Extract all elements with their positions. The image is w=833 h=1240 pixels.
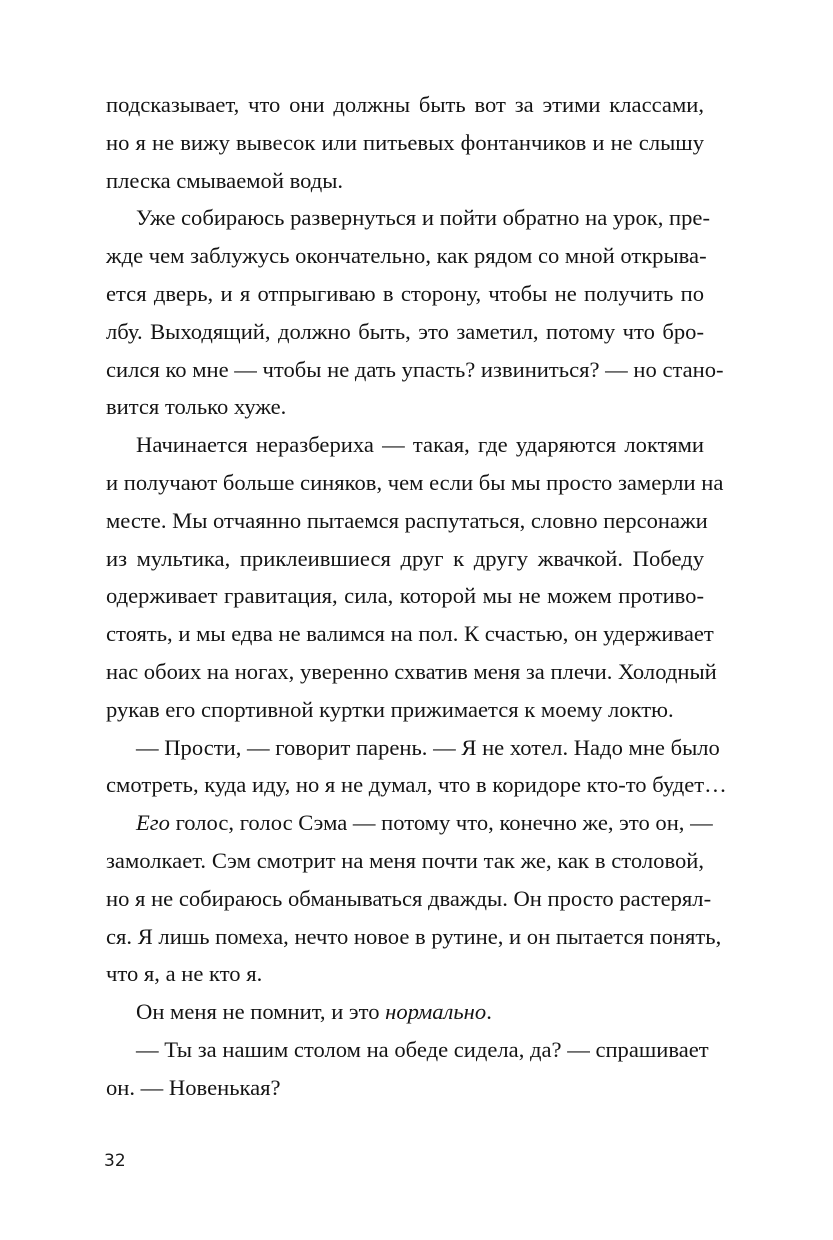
text-line: смотреть, куда иду, но я не думал, что в коридоре кто-то будет… [106, 772, 727, 798]
text-line: из мультика, приклеившиеся друг к другу жвачкой. Победу [106, 545, 704, 571]
text-line: вится только хуже. [106, 394, 287, 420]
body-text [106, 86, 727, 1107]
text-line: подсказывает, что они должны быть вот за этими классами, [106, 92, 704, 117]
text-run: . [486, 999, 492, 1025]
text-line: но я не собираюсь обманываться дважды. Он просто растерял- [106, 885, 712, 911]
page-number: 32 [104, 1151, 126, 1171]
text-line: — Ты за нашим столом на обеде сидела, да? — спрашивает [136, 1036, 709, 1062]
text-line: ся. Я лишь помеха, нечто новое в рутине, и он пытается понять, [106, 923, 722, 949]
text-line: рукав его спортивной куртки прижимается к моему локтю. [106, 696, 674, 722]
text-line: Начинается неразбериха — такая, где ударяются локтями [136, 432, 704, 458]
text-line: Уже собираюсь развернуться и пойти обратно на урок, пре- [136, 205, 710, 231]
text-line: жде чем заблужусь окончательно, как рядом со мной открыва- [106, 243, 707, 269]
text-line: одерживает гравитация, сила, которой мы не можем противо- [106, 583, 704, 609]
text-line: ется дверь, и я отпрыгиваю в сторону, чтобы не получить по [106, 280, 704, 306]
text-line: сился ко мне — чтобы не дать упасть? извиниться? — но стано- [106, 356, 724, 382]
text-line: он. — Новенькая? [106, 1074, 281, 1100]
italic-word: Его [136, 810, 170, 836]
text-line: и получают больше синяков, чем если бы мы просто замерли на [106, 469, 724, 495]
text-line: лбу. Выходящий, должно быть, это заметил, потому что бро- [106, 318, 704, 344]
text-run: Он меня не помнит, и это [136, 999, 386, 1025]
text-run: голос, голос Сэма — потому что, конечно же, это он, — [169, 810, 713, 836]
text-line [106, 993, 704, 1031]
text-line: но я не вижу вывесок или питьевых фонтанчиков и не слышу [106, 129, 704, 155]
italic-word: нормально [385, 999, 487, 1025]
text-line: нас обоих на ногах, уверенно схватив меня за плечи. Холодный [106, 658, 717, 684]
text-line: плеска смываемой воды. [106, 167, 344, 193]
text-line: месте. Мы отчаянно пытаемся распутаться, словно персонажи [106, 507, 708, 533]
text-line: стоять, и мы едва не валимся на пол. К счастью, он удерживает [106, 621, 714, 647]
text-line [106, 804, 713, 842]
text-line: — Прости, — говорит парень. — Я не хотел. Надо мне было [136, 734, 720, 760]
text-line: что я, а не кто я. [106, 961, 263, 987]
text-line: замолкает. Сэм смотрит на меня почти так же, как в столовой, [106, 847, 704, 873]
